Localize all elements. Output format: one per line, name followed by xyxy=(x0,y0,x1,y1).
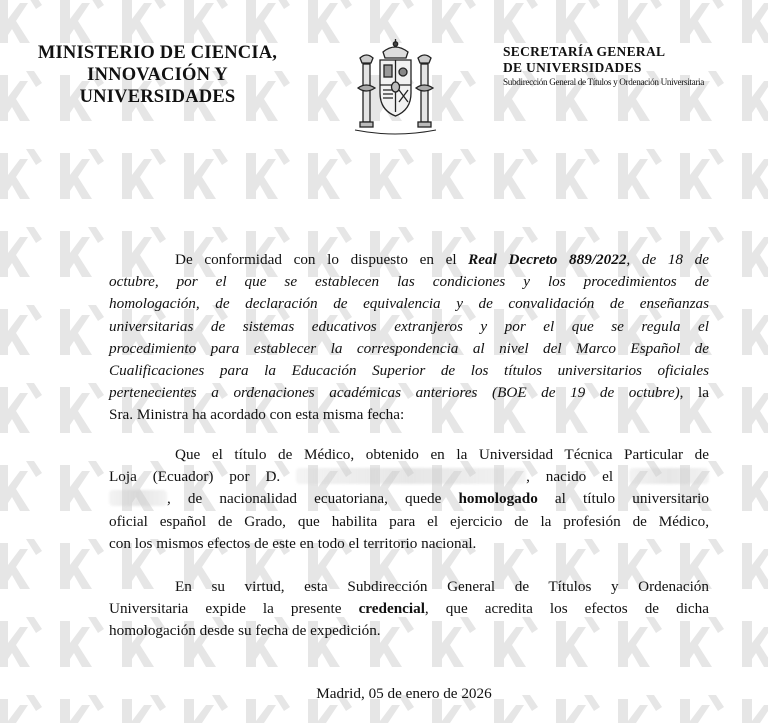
redacted-birthdate-cont xyxy=(109,490,167,506)
coat-of-arms-icon xyxy=(353,38,438,138)
paragraph-line: Sra. Ministra ha acordado con esta misma fecha: xyxy=(109,406,405,424)
paragraph-line: procedimiento para establecer la correspondencia al nivel del Marco Español de xyxy=(109,339,709,357)
paragraph-line: octubre, por el que se establecen las condiciones y los procedimientos de xyxy=(109,273,709,291)
paragraph-homologation-resolution xyxy=(109,444,709,555)
paragraph-line: pertenecientes a ordenaciones académicas anteriores (BOE de 19 de octubre), la xyxy=(109,384,709,402)
ministry-line: MINISTERIO DE CIENCIA, xyxy=(37,43,278,63)
paragraph-line: Que el título de Médico, obtenido en la Universidad Técnica Particular de xyxy=(175,446,709,463)
paragraph-line: , de nacionalidad ecuatoriana, quede homologado al título universitario xyxy=(109,488,709,510)
secretaria-line: SECRETARÍA GENERAL xyxy=(503,44,666,59)
subdireccion-name: Subdirección General de Títulos y Ordenación Universitaria xyxy=(503,77,704,87)
paragraph-line: universitarias de sistemas educativos extranjeros y por el que se regula el xyxy=(109,317,709,335)
paragraph-line: Universitaria expide la presente credencial, que acredita los efectos de dicha xyxy=(109,600,709,618)
paragraph-line: En su virtud, esta Subdirección General de Títulos y Ordenación xyxy=(175,578,709,595)
paragraph-credential-issuance xyxy=(109,576,709,643)
ministry-name xyxy=(20,42,295,108)
issue-date: Madrid, 05 de enero de 2026 xyxy=(316,685,492,702)
paragraph-line: homologación, de declaración de equivalencia y de convalidación de enseñanzas xyxy=(109,295,709,313)
paragraph-line: oficial español de Grado, que habilita para el ejercicio de la profesión de Médico, xyxy=(109,512,709,530)
paragraph-line: homologación desde su fecha de expedición. xyxy=(109,622,381,640)
paragraph-line: Loja (Ecuador) por D. , nacido el xyxy=(109,466,709,488)
paragraph-line: De conformidad con lo dispuesto en el Real Decreto 889/2022, de 18 de xyxy=(175,251,709,268)
redacted-name xyxy=(296,468,526,484)
paragraph-line: Cualificaciones para la Educación Superior de los títulos universitarios oficiales xyxy=(109,362,709,380)
ministry-line: INNOVACIÓN Y xyxy=(87,65,228,85)
paragraph-homologation-legal-basis xyxy=(109,249,709,427)
secretaria-line: DE UNIVERSIDADES xyxy=(503,59,642,75)
paragraph-line: con los mismos efectos de este en todo el territorio nacional. xyxy=(109,534,477,552)
ministry-line: UNIVERSIDADES xyxy=(79,87,236,107)
secretaria-header xyxy=(503,44,763,89)
redacted-birthdate xyxy=(629,468,709,484)
